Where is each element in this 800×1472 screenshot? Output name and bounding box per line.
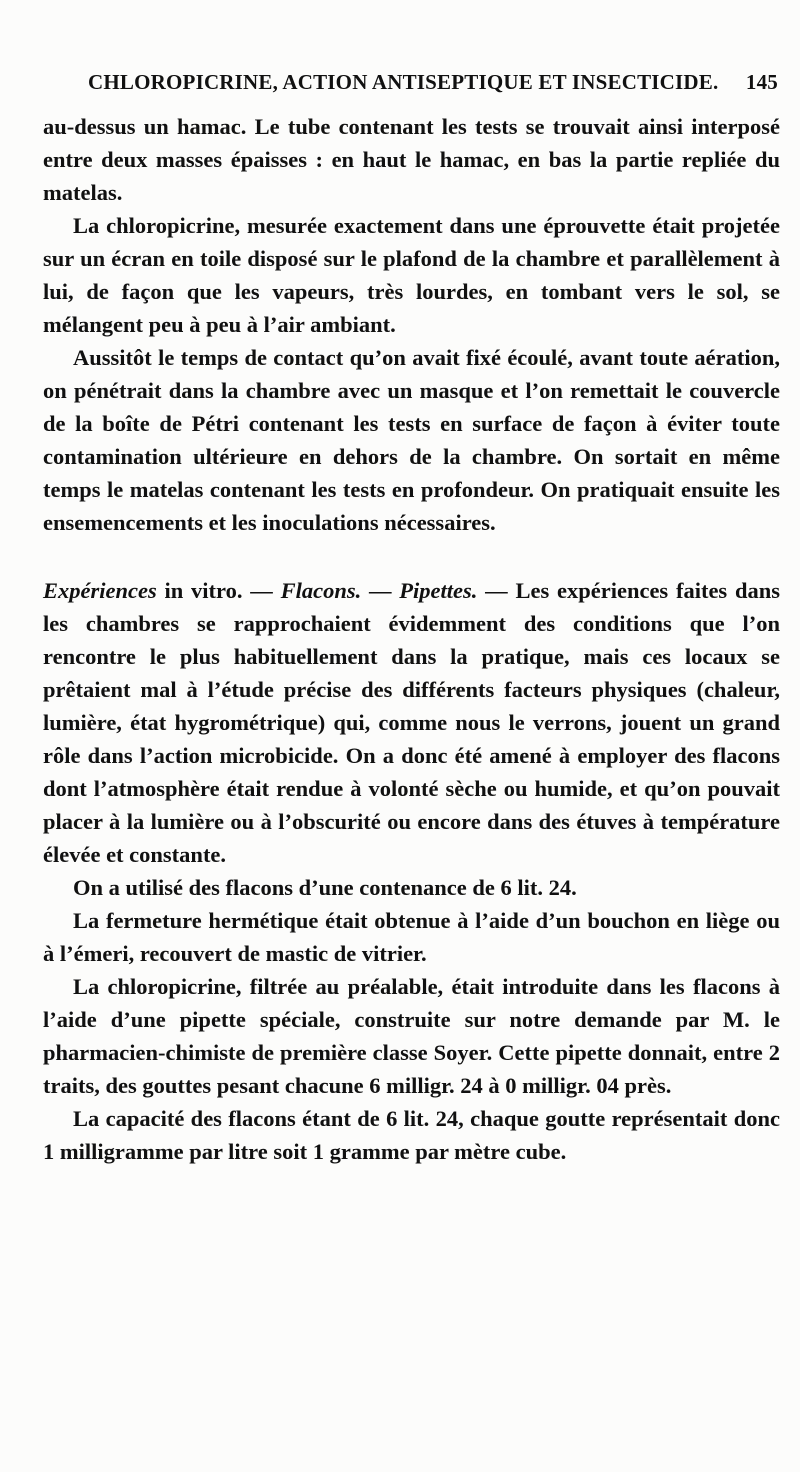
header-title: CHLOROPICRINE, ACTION ANTISEPTIQUE ET INSECTICIDE. xyxy=(88,70,719,94)
paragraph-1: au-dessus un hamac. Le tube contenant les tests se trouvait ainsi interposé entre deux masses épaisses : en haut le hamac, en bas la partie repliée du matelas. xyxy=(43,114,780,205)
section-gap xyxy=(43,539,780,574)
page-number: 145 xyxy=(745,70,778,94)
section-heading-in-vitro: in vitro. — xyxy=(156,578,281,603)
section-heading-dash: — xyxy=(361,578,400,603)
paragraph-8: La capacité des flacons étant de 6 lit. 24, chaque goutte représentait donc 1 milligramme par litre soit 1 gramme par mètre cube. xyxy=(43,1106,780,1164)
paragraph-2: La chloropicrine, mesurée exactement dans une éprouvette était projetée sur un écran en toile disposé sur le plafond de la chambre et parallèlement à lui, de façon que les vapeurs, très lourdes, en tombant vers le sol, se mélangent peu à peu à l’air ambiant. xyxy=(43,213,780,337)
paragraph-4-body: — Les expériences faites dans les chambres se rapprochaient évidemment des conditions que l’on rencontre le plus habituellement dans la pratique, mais ces locaux se prêtaient mal à l’étude précise des différents facteurs physiques (chaleur, lumière, état hygrométrique) qui, comme nous le verrons, jouent un grand rôle dans l’action microbicide. On a donc été amené à employer des flacons dont l’atmosphère était rendue à volonté sèche ou humide, et qu’on pouvait placer à la lumière ou à l’obscurité ou encore dans des étuves à température élevée et constante. xyxy=(43,578,781,867)
running-header xyxy=(88,70,778,104)
paragraph-6: La fermeture hermétique était obtenue à l’aide d’un bouchon en liège ou à l’émeri, recouvert de mastic de vitrier. xyxy=(43,908,780,966)
section-heading-flacons: Flacons. xyxy=(280,578,362,603)
paragraph-3: Aussitôt le temps de contact qu’on avait fixé écoulé, avant toute aération, on pénétrait dans la chambre avec un masque et l’on remettait le couvercle de la boîte de Pétri contenant les tests en surface de façon à éviter toute contamination ultérieure en dehors de la chambre. On sortait en même temps le matelas contenant les tests en profondeur. On pratiquait ensuite les ensemencements et les inoculations nécessaires. xyxy=(43,345,780,535)
section-heading-pipettes: Pipettes. xyxy=(399,578,478,603)
paragraph-7: La chloropicrine, filtrée au préalable, était introduite dans les flacons à l’aide d’une pipette spéciale, construite sur notre demande par M. le pharmacien-chimiste de première classe Soyer. Cette pipette donnait, entre 2 traits, des gouttes pesant chacune 6 milligr. 24 à 0 milligr. 04 près. xyxy=(43,974,780,1098)
paragraph-5: On a utilisé des flacons d’une contenance de 6 lit. 24. xyxy=(73,875,577,900)
body-text xyxy=(43,110,780,1168)
paragraph-4 xyxy=(43,574,780,871)
section-heading-experiences: Expériences xyxy=(43,578,157,603)
